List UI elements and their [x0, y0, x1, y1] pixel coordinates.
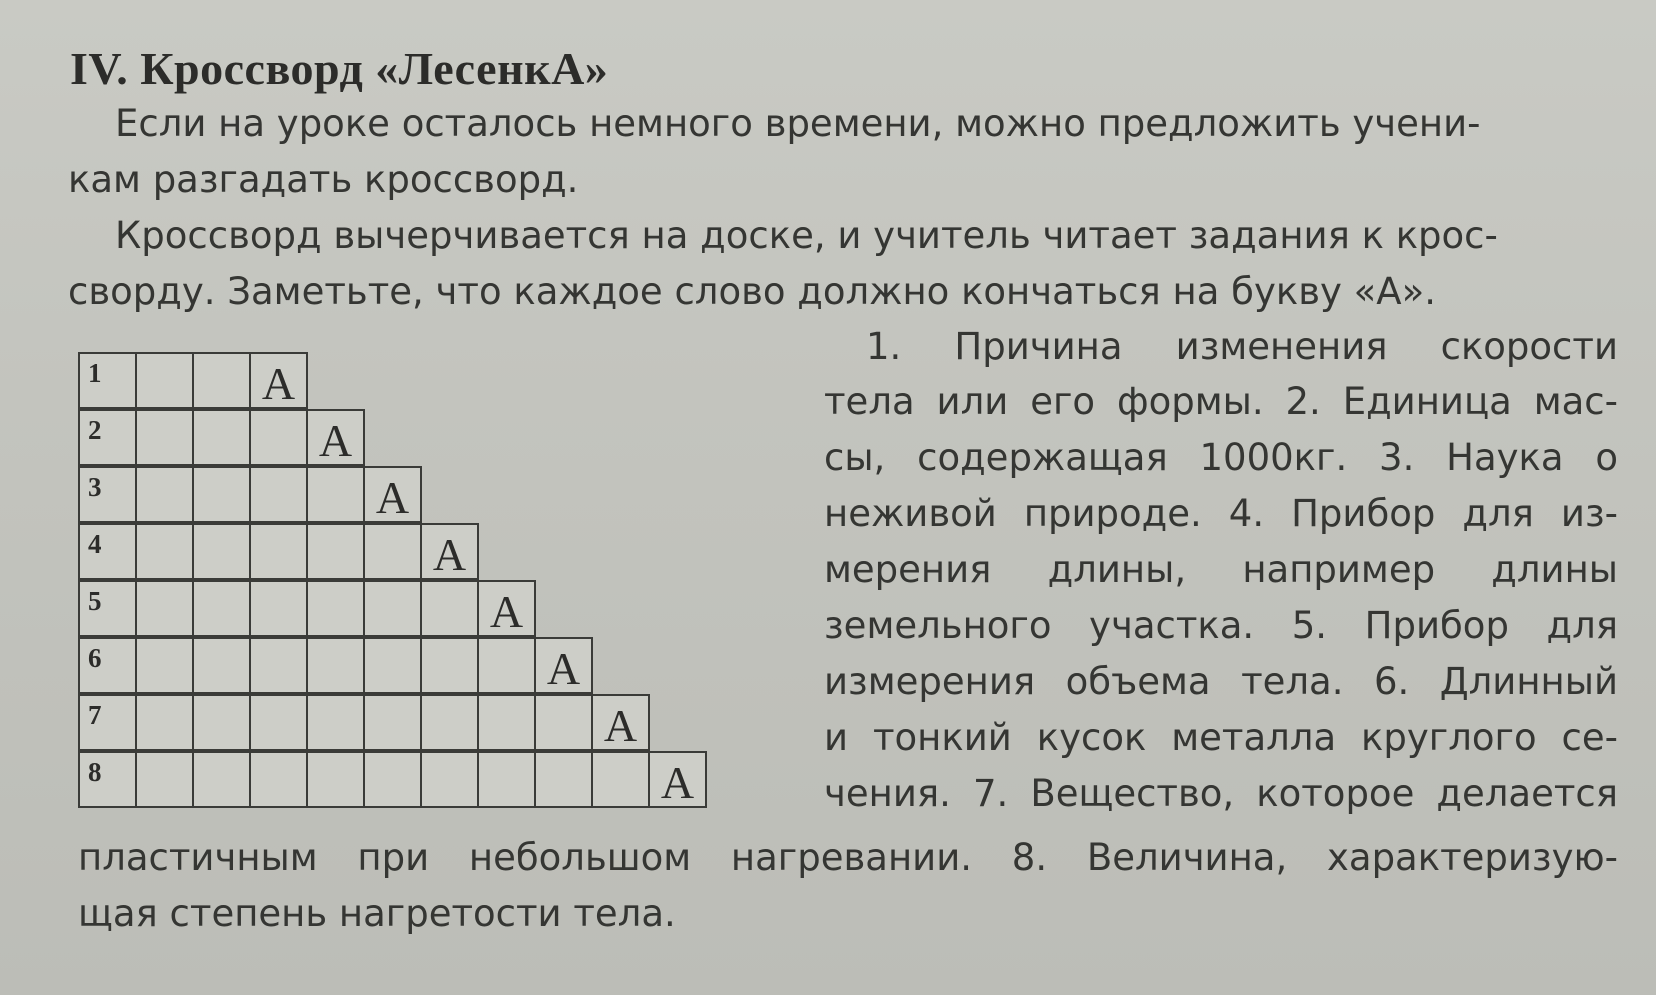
crossword-cell: [249, 409, 308, 466]
crossword-cell: [78, 637, 137, 694]
crossword-cell: [534, 751, 593, 808]
crossword-cell: [306, 694, 365, 751]
row-number: 8: [88, 757, 102, 787]
final-letter: А: [432, 529, 467, 580]
crossword-cell: [420, 694, 479, 751]
crossword-cell: [249, 466, 308, 523]
crossword-cell: [420, 580, 479, 637]
crossword-cell: [306, 466, 365, 523]
crossword-cell: [249, 694, 308, 751]
clue-line: и тонкий кусок металла круглого се-: [824, 716, 1618, 759]
final-letter: А: [546, 643, 581, 694]
clue-line: сы, содержащая 1000кг. 3. Наука о: [824, 436, 1618, 479]
clue-line: 1. Причина изменения скорости: [866, 325, 1618, 368]
row-number: 4: [88, 529, 102, 559]
clue-line: чения. 7. Вещество, которое делается: [824, 772, 1618, 815]
crossword-cell: [192, 409, 251, 466]
crossword-cell: [192, 580, 251, 637]
final-letter: А: [318, 415, 353, 466]
crossword-cell: [135, 523, 194, 580]
row-number: 2: [88, 415, 102, 445]
crossword-cell: [135, 580, 194, 637]
clue-line: тела или его формы. 2. Единица мас-: [824, 380, 1618, 423]
row-number: 5: [88, 586, 102, 616]
crossword-cell: [477, 580, 536, 637]
crossword-cell: [363, 523, 422, 580]
crossword-cell: [135, 466, 194, 523]
crossword-cell: [78, 352, 137, 409]
crossword-cell: [306, 580, 365, 637]
row-number: 6: [88, 643, 102, 673]
final-letter: А: [489, 586, 524, 637]
crossword-cell: [534, 694, 593, 751]
crossword-cell: [78, 751, 137, 808]
crossword-cell: [78, 409, 137, 466]
crossword-cell: [135, 352, 194, 409]
crossword-cell: [78, 580, 137, 637]
instruction-paragraph-line-1: Кроссворд вычерчивается на доске, и учитель читает задания к крос-: [115, 214, 1498, 257]
crossword-cell: [192, 466, 251, 523]
crossword-cell: [192, 637, 251, 694]
crossword-cell: [420, 523, 479, 580]
crossword-cell: [78, 466, 137, 523]
section-heading: IV. Кроссворд «ЛесенкА»: [70, 43, 609, 94]
crossword-cell: [477, 694, 536, 751]
intro-paragraph-line-2: кам разгадать кроссворд.: [68, 158, 579, 201]
crossword-cell: [363, 694, 422, 751]
crossword-cell: [135, 694, 194, 751]
crossword-cell: [477, 751, 536, 808]
crossword-cell: [135, 409, 194, 466]
crossword-cell: [249, 751, 308, 808]
row-number: 3: [88, 472, 102, 502]
clue-line: земельного участка. 5. Прибор для: [824, 604, 1618, 647]
crossword-cell: [249, 580, 308, 637]
crossword-cell: [135, 637, 194, 694]
instruction-paragraph-line-2: сворду. Заметьте, что каждое слово должно кончаться на букву «А».: [68, 270, 1437, 313]
row-number: 7: [88, 700, 102, 730]
crossword-cell: [78, 523, 137, 580]
crossword-cell: [192, 751, 251, 808]
crossword-cell: [306, 523, 365, 580]
crossword-cell: [78, 694, 137, 751]
crossword-cell: [192, 523, 251, 580]
crossword-cell: [534, 637, 593, 694]
crossword-cell: [591, 694, 650, 751]
crossword-cell: [363, 637, 422, 694]
crossword-cell: [306, 637, 365, 694]
crossword-cell: [192, 352, 251, 409]
crossword-cell: [249, 637, 308, 694]
final-letter: А: [375, 472, 410, 523]
crossword-cell: [363, 751, 422, 808]
crossword-cell: [420, 751, 479, 808]
final-letter: А: [603, 700, 638, 751]
clue-line-full: пластичным при небольшом нагревании. 8. Величина, характеризую-: [78, 836, 1618, 879]
crossword-cell: [363, 580, 422, 637]
crossword-cell: [420, 637, 479, 694]
final-letter: А: [660, 757, 695, 808]
crossword-cell: [249, 523, 308, 580]
clue-line-full: щая степень нагретости тела.: [78, 892, 676, 935]
crossword-cell: [135, 751, 194, 808]
intro-paragraph-line-1: Если на уроке осталось немного времени, можно предложить учени-: [115, 102, 1481, 145]
crossword-cell: [648, 751, 707, 808]
crossword-cell: [477, 637, 536, 694]
crossword-cell: [591, 751, 650, 808]
row-number: 1: [88, 358, 102, 388]
final-letter: А: [261, 358, 296, 409]
crossword-cell: [192, 694, 251, 751]
crossword-cell: [363, 466, 422, 523]
crossword-cell: [249, 352, 308, 409]
clue-line: мерения длины, например длины: [824, 548, 1618, 591]
clue-line: неживой природе. 4. Прибор для из-: [824, 492, 1618, 535]
clue-line: измерения объема тела. 6. Длинный: [824, 660, 1618, 703]
crossword-cell: [306, 751, 365, 808]
crossword-cell: [306, 409, 365, 466]
